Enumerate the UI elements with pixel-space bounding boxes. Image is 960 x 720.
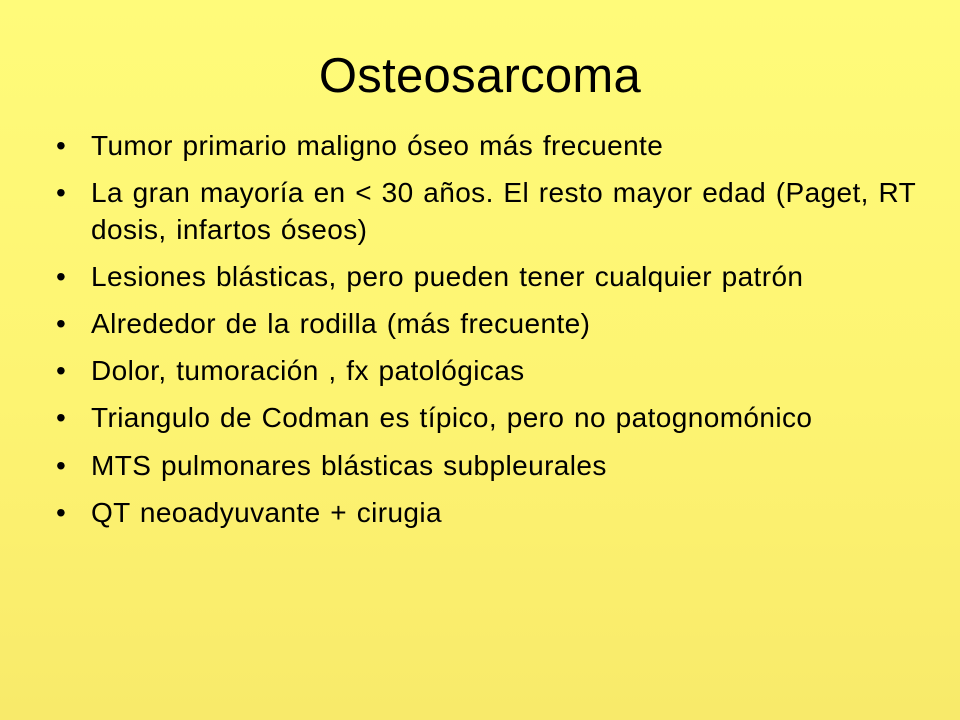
bullet-list [56, 128, 916, 542]
bullet-item [56, 175, 916, 248]
bullet-dot-icon: • [56, 177, 67, 209]
bullet-dot-icon: • [56, 260, 67, 292]
bullet-dot-icon: • [56, 449, 67, 481]
bullet-dot-icon: • [56, 308, 67, 340]
bullet-text: MTS pulmonares blásticas subpleurales [91, 449, 607, 481]
bullet-item [56, 128, 916, 165]
bullet-text: La gran mayoría en < 30 años. El resto mayor edad (Paget, RT dosis, infartos óseos) [91, 177, 916, 245]
bullet-item [56, 306, 916, 343]
bullet-text: Triangulo de Codman es típico, pero no patognomónico [91, 402, 813, 434]
bullet-dot-icon: • [56, 355, 67, 387]
bullet-item [56, 400, 916, 437]
bullet-item [56, 259, 916, 296]
bullet-item [56, 495, 916, 532]
bullet-text: Alrededor de la rodilla (más frecuente) [91, 308, 591, 340]
bullet-text: QT neoadyuvante + cirugia [91, 496, 442, 528]
bullet-text: Lesiones blásticas, pero pueden tener cualquier patrón [91, 260, 804, 292]
bullet-item [56, 353, 916, 390]
bullet-dot-icon: • [56, 402, 67, 434]
bullet-dot-icon: • [56, 496, 67, 528]
bullet-text: Dolor, tumoración , fx patológicas [91, 355, 525, 387]
bullet-item [56, 448, 916, 485]
bullet-dot-icon: • [56, 130, 67, 161]
slide-title: Osteosarcoma [318, 49, 642, 103]
bullet-text: Tumor primario maligno óseo más frecuente [91, 130, 664, 161]
